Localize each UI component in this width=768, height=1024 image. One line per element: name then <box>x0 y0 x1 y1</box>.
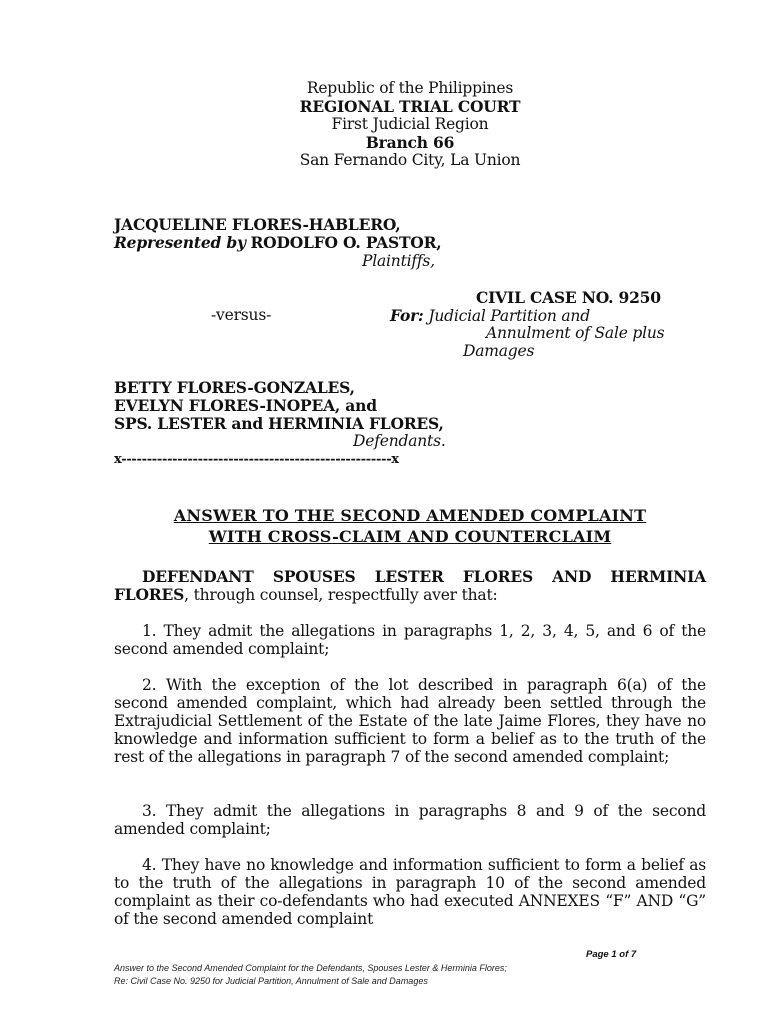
court-republic: Republic of the Philippines <box>306 79 514 97</box>
paragraph-3: 3. They admit the allegations in paragraphs 8 and 9 of the second amended complaint; <box>114 802 706 838</box>
versus-label: -versus- <box>211 306 272 324</box>
caption-separator: x-----------------------------------------------------x <box>114 452 399 467</box>
defendant-1: BETTY FLORES-GONZALES, <box>114 378 355 397</box>
plaintiff-role: Plaintiffs, <box>362 252 435 270</box>
represented-by-label: Represented by <box>114 233 246 252</box>
case-nature-line3: Damages <box>463 342 535 360</box>
defendant-2: EVELYN FLORES-INOPEA, and <box>114 396 377 415</box>
case-nature-line2: Annulment of Sale plus <box>486 324 665 342</box>
defendant-role: Defendants. <box>353 432 446 450</box>
paragraph-4: 4. They have no knowledge and information sufficient to form a belief as to the truth of the allegations in paragraph 10 of the second amended complaint as their co-defendants who had executed ANNEXES “F” AND “G” of the second amended complaint <box>114 856 706 928</box>
intro-parties: DEFENDANT SPOUSES LESTER FLORES AND HERMINIA FLORES <box>114 567 706 604</box>
paragraph-1: 1. They admit the allegations in paragraphs 1, 2, 3, 4, 5, and 6 of the second amended complaint; <box>114 622 706 658</box>
for-label: For: <box>390 306 424 325</box>
court-region: First Judicial Region <box>331 115 489 133</box>
court-branch: Branch 66 <box>365 133 455 152</box>
document-title-line2: WITH CROSS-CLAIM AND COUNTERCLAIM <box>208 527 612 546</box>
case-nature <box>390 306 590 325</box>
intro-paragraph <box>114 568 706 604</box>
defendant-3: SPS. LESTER and HERMINIA FLORES, <box>114 414 444 433</box>
representative-name: RODOLFO O. PASTOR, <box>250 233 442 252</box>
case-nature-line1: Judicial Partition and <box>428 307 590 325</box>
case-number: CIVIL CASE NO. 9250 <box>476 288 661 307</box>
page-number: Page 1 of 7 <box>586 949 637 960</box>
court-name: REGIONAL TRIAL COURT <box>299 97 521 116</box>
paragraph-2: 2. With the exception of the lot described in paragraph 6(a) of the second amended complaint, which had already been settled through the Extrajudicial Settlement of the Estate of the late Jaime Flores, they have no knowledge and information sufficient to form a belief as to the truth of the rest of the allegations in paragraph 7 of the second amended complaint; <box>114 676 706 766</box>
court-city: San Fernando City, La Union <box>299 151 521 169</box>
footer-line1: Answer to the Second Amended Complaint for the Defendants, Spouses Lester & Herminia Flores; <box>114 963 507 973</box>
plaintiff-representation <box>114 233 441 252</box>
intro-rest: , through counsel, respectfully aver that: <box>184 586 498 604</box>
document-title-line1: ANSWER TO THE SECOND AMENDED COMPLAINT <box>173 506 647 525</box>
plaintiff-name: JACQUELINE FLORES-HABLERO, <box>114 215 401 234</box>
footer-line2: Re: Civil Case No. 9250 for Judicial Partition, Annulment of Sale and Damages <box>114 976 428 986</box>
